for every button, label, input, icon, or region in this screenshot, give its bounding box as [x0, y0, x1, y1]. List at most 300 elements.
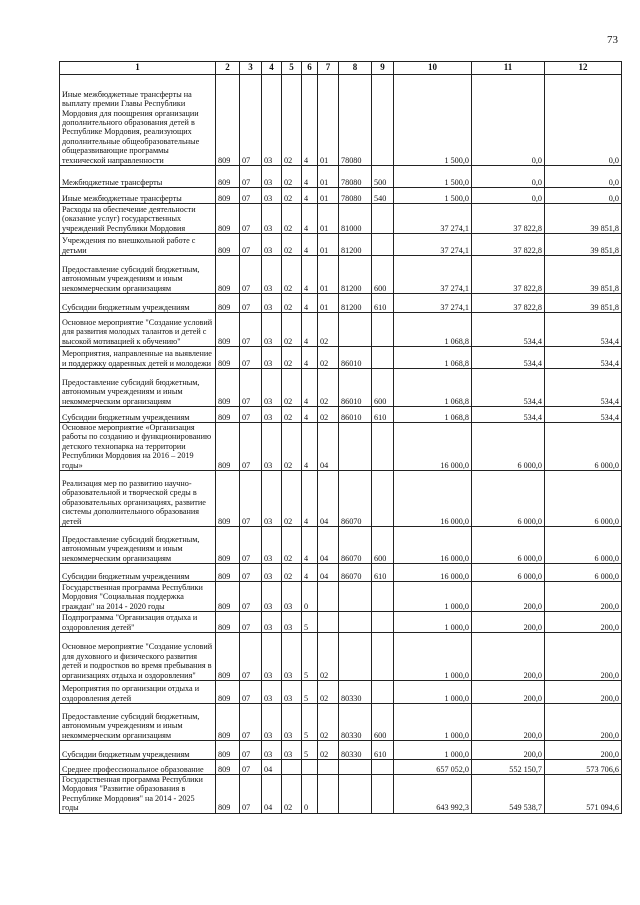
- code-cell-5: 02: [282, 775, 302, 814]
- amount-cell-12: 571 094,6: [545, 775, 622, 814]
- amount-cell-11: 0,0: [472, 75, 545, 166]
- code-cell-5: 02: [282, 407, 302, 423]
- code-cell-6: 4: [302, 407, 318, 423]
- code-cell-5: 02: [282, 313, 302, 347]
- amount-cell-12: 6 000,0: [545, 564, 622, 582]
- amount-cell-11: 552 150,7: [472, 760, 545, 775]
- code-cell-9: 610: [372, 741, 394, 760]
- table-row: [60, 188, 622, 204]
- amount-cell-12: 200,0: [545, 633, 622, 681]
- row-name-cell: Предоставление субсидий бюджетным, автономным учреждениям и иным некоммерческим организациям: [60, 369, 216, 407]
- code-cell-8: 86070: [339, 564, 372, 582]
- code-cell-7: 02: [318, 741, 339, 760]
- code-cell-8: 86010: [339, 347, 372, 369]
- amount-cell-10: 1 068,8: [394, 369, 472, 407]
- code-cell-8: [339, 760, 372, 775]
- code-cell-7: 01: [318, 166, 339, 188]
- code-cell-2: 809: [216, 564, 240, 582]
- table-row: [60, 204, 622, 234]
- amount-cell-10: 1 000,0: [394, 633, 472, 681]
- amount-cell-11: 0,0: [472, 188, 545, 204]
- row-name-cell: Субсидии бюджетным учреждениям: [60, 564, 216, 582]
- amount-cell-12: 6 000,0: [545, 471, 622, 527]
- code-cell-4: 03: [262, 347, 282, 369]
- row-name-cell: Субсидии бюджетным учреждениям: [60, 294, 216, 313]
- code-cell-2: 809: [216, 775, 240, 814]
- column-header-9: 9: [372, 62, 394, 75]
- code-cell-7: [318, 582, 339, 612]
- code-cell-6: 5: [302, 681, 318, 704]
- code-cell-5: 02: [282, 369, 302, 407]
- code-cell-6: 5: [302, 612, 318, 633]
- code-cell-5: 02: [282, 423, 302, 471]
- code-cell-3: 07: [240, 166, 262, 188]
- code-cell-6: 4: [302, 564, 318, 582]
- amount-cell-11: 37 822,8: [472, 294, 545, 313]
- code-cell-2: 809: [216, 471, 240, 527]
- row-name-cell: Субсидии бюджетным учреждениям: [60, 741, 216, 760]
- table-row: [60, 234, 622, 256]
- code-cell-3: 07: [240, 204, 262, 234]
- row-name-cell: Основное мероприятие "Создание условий для развития молодых талантов и детей с высокой мотивацией к обучению": [60, 313, 216, 347]
- code-cell-9: [372, 760, 394, 775]
- amount-cell-11: 0,0: [472, 166, 545, 188]
- amount-cell-12: 0,0: [545, 188, 622, 204]
- code-cell-7: 02: [318, 633, 339, 681]
- budget-table: [59, 61, 622, 814]
- code-cell-7: 02: [318, 704, 339, 741]
- table-row: [60, 313, 622, 347]
- amount-cell-11: 200,0: [472, 741, 545, 760]
- code-cell-3: 07: [240, 188, 262, 204]
- amount-cell-10: 37 274,1: [394, 234, 472, 256]
- code-cell-2: 809: [216, 423, 240, 471]
- code-cell-6: 4: [302, 294, 318, 313]
- code-cell-3: 07: [240, 75, 262, 166]
- amount-cell-12: 534,4: [545, 407, 622, 423]
- column-header-10: 10: [394, 62, 472, 75]
- code-cell-6: 4: [302, 256, 318, 294]
- amount-cell-12: 39 851,8: [545, 204, 622, 234]
- code-cell-6: 4: [302, 313, 318, 347]
- code-cell-8: 80330: [339, 681, 372, 704]
- code-cell-3: 07: [240, 256, 262, 294]
- amount-cell-11: 37 822,8: [472, 204, 545, 234]
- table-row: [60, 612, 622, 633]
- code-cell-4: 03: [262, 564, 282, 582]
- code-cell-3: 07: [240, 741, 262, 760]
- code-cell-2: 809: [216, 407, 240, 423]
- amount-cell-10: 1 500,0: [394, 166, 472, 188]
- row-name-cell: Мероприятия по организации отдыха и оздоровления детей: [60, 681, 216, 704]
- amount-cell-11: 200,0: [472, 582, 545, 612]
- table-body: [60, 75, 622, 814]
- code-cell-9: [372, 423, 394, 471]
- code-cell-9: [372, 681, 394, 704]
- amount-cell-11: 200,0: [472, 633, 545, 681]
- code-cell-4: 03: [262, 471, 282, 527]
- amount-cell-12: 200,0: [545, 704, 622, 741]
- code-cell-5: 02: [282, 294, 302, 313]
- table-row: [60, 256, 622, 294]
- code-cell-5: [282, 760, 302, 775]
- code-cell-9: [372, 612, 394, 633]
- code-cell-7: 04: [318, 527, 339, 564]
- column-header-2: 2: [216, 62, 240, 75]
- table-row: [60, 369, 622, 407]
- code-cell-8: 81000: [339, 204, 372, 234]
- code-cell-3: 07: [240, 612, 262, 633]
- code-cell-4: 04: [262, 775, 282, 814]
- code-cell-4: 04: [262, 760, 282, 775]
- code-cell-7: 04: [318, 423, 339, 471]
- amount-cell-10: 37 274,1: [394, 256, 472, 294]
- row-name-cell: Государственная программа Республики Мордовия "Социальная поддержка граждан" на 2014 - 2020 годы: [60, 582, 216, 612]
- code-cell-8: 80330: [339, 741, 372, 760]
- amount-cell-10: 1 500,0: [394, 188, 472, 204]
- table-header-row: [60, 62, 622, 75]
- code-cell-8: 80330: [339, 704, 372, 741]
- code-cell-5: 02: [282, 166, 302, 188]
- table-row: [60, 166, 622, 188]
- amount-cell-12: 200,0: [545, 681, 622, 704]
- code-cell-8: [339, 775, 372, 814]
- code-cell-6: 4: [302, 369, 318, 407]
- code-cell-2: 809: [216, 204, 240, 234]
- amount-cell-12: 0,0: [545, 166, 622, 188]
- code-cell-5: 02: [282, 204, 302, 234]
- code-cell-4: 03: [262, 704, 282, 741]
- amount-cell-12: 534,4: [545, 347, 622, 369]
- code-cell-7: 01: [318, 294, 339, 313]
- code-cell-6: 4: [302, 204, 318, 234]
- code-cell-7: 01: [318, 204, 339, 234]
- amount-cell-10: 16 000,0: [394, 527, 472, 564]
- code-cell-2: 809: [216, 166, 240, 188]
- code-cell-7: 01: [318, 256, 339, 294]
- code-cell-9: 610: [372, 407, 394, 423]
- code-cell-4: 03: [262, 313, 282, 347]
- amount-cell-11: 534,4: [472, 313, 545, 347]
- code-cell-2: 809: [216, 633, 240, 681]
- table-row: [60, 775, 622, 814]
- code-cell-2: 809: [216, 75, 240, 166]
- amount-cell-10: 1 000,0: [394, 582, 472, 612]
- code-cell-3: 07: [240, 471, 262, 527]
- code-cell-4: 03: [262, 166, 282, 188]
- code-cell-9: [372, 204, 394, 234]
- amount-cell-10: 1 000,0: [394, 704, 472, 741]
- code-cell-8: 81200: [339, 294, 372, 313]
- code-cell-5: 03: [282, 612, 302, 633]
- code-cell-5: 03: [282, 633, 302, 681]
- code-cell-4: 03: [262, 188, 282, 204]
- code-cell-7: 04: [318, 564, 339, 582]
- code-cell-2: 809: [216, 369, 240, 407]
- code-cell-9: 610: [372, 294, 394, 313]
- code-cell-8: 81200: [339, 256, 372, 294]
- code-cell-3: 07: [240, 633, 262, 681]
- code-cell-5: 02: [282, 347, 302, 369]
- amount-cell-12: 39 851,8: [545, 294, 622, 313]
- code-cell-8: 78080: [339, 166, 372, 188]
- code-cell-7: [318, 760, 339, 775]
- code-cell-5: 02: [282, 188, 302, 204]
- code-cell-4: 03: [262, 75, 282, 166]
- code-cell-5: 02: [282, 527, 302, 564]
- amount-cell-12: 573 706,6: [545, 760, 622, 775]
- code-cell-8: [339, 423, 372, 471]
- code-cell-5: 02: [282, 234, 302, 256]
- code-cell-7: 02: [318, 369, 339, 407]
- amount-cell-12: 200,0: [545, 612, 622, 633]
- amount-cell-11: 200,0: [472, 704, 545, 741]
- table-row: [60, 681, 622, 704]
- code-cell-7: 01: [318, 188, 339, 204]
- page-number: 73: [607, 34, 618, 46]
- amount-cell-10: 16 000,0: [394, 471, 472, 527]
- column-header-8: 8: [339, 62, 372, 75]
- code-cell-8: 86010: [339, 407, 372, 423]
- row-name-cell: Предоставление субсидий бюджетным, автономным учреждениям и иным некоммерческим организациям: [60, 704, 216, 741]
- amount-cell-10: 1 068,8: [394, 313, 472, 347]
- code-cell-6: 4: [302, 234, 318, 256]
- code-cell-3: 07: [240, 760, 262, 775]
- code-cell-4: 03: [262, 612, 282, 633]
- amount-cell-11: 6 000,0: [472, 471, 545, 527]
- amount-cell-12: 534,4: [545, 313, 622, 347]
- table-row: [60, 407, 622, 423]
- amount-cell-12: 200,0: [545, 582, 622, 612]
- code-cell-4: 03: [262, 204, 282, 234]
- row-name-cell: Государственная программа Республики Мордовия "Развитие образования в Республике Мордовия" на 2014 - 2025 годы: [60, 775, 216, 814]
- row-name-cell: Субсидии бюджетным учреждениям: [60, 407, 216, 423]
- table-row: [60, 704, 622, 741]
- amount-cell-10: 37 274,1: [394, 294, 472, 313]
- code-cell-3: 07: [240, 313, 262, 347]
- code-cell-5: 02: [282, 564, 302, 582]
- table-row: [60, 347, 622, 369]
- column-header-6: 6: [302, 62, 318, 75]
- code-cell-3: 07: [240, 582, 262, 612]
- code-cell-9: [372, 775, 394, 814]
- code-cell-3: 07: [240, 369, 262, 407]
- amount-cell-11: 200,0: [472, 612, 545, 633]
- code-cell-4: 03: [262, 527, 282, 564]
- amount-cell-11: 534,4: [472, 407, 545, 423]
- code-cell-7: 02: [318, 313, 339, 347]
- code-cell-7: 01: [318, 75, 339, 166]
- code-cell-9: [372, 633, 394, 681]
- row-name-cell: Межбюджетные трансферты: [60, 166, 216, 188]
- table-row: [60, 294, 622, 313]
- code-cell-3: 07: [240, 234, 262, 256]
- row-name-cell: Среднее профессиональное образование: [60, 760, 216, 775]
- row-name-cell: Учреждения по внешкольной работе с детьми: [60, 234, 216, 256]
- table-row: [60, 564, 622, 582]
- amount-cell-10: 657 052,0: [394, 760, 472, 775]
- table-row: [60, 582, 622, 612]
- amount-cell-11: 6 000,0: [472, 564, 545, 582]
- code-cell-9: [372, 347, 394, 369]
- code-cell-2: 809: [216, 294, 240, 313]
- code-cell-9: 500: [372, 166, 394, 188]
- code-cell-4: 03: [262, 234, 282, 256]
- column-header-12: 12: [545, 62, 622, 75]
- amount-cell-11: 37 822,8: [472, 256, 545, 294]
- code-cell-2: 809: [216, 760, 240, 775]
- amount-cell-12: 39 851,8: [545, 256, 622, 294]
- code-cell-7: 02: [318, 407, 339, 423]
- row-name-cell: Предоставление субсидий бюджетным, автономным учреждениям и иным некоммерческим организациям: [60, 256, 216, 294]
- code-cell-2: 809: [216, 347, 240, 369]
- code-cell-6: 0: [302, 582, 318, 612]
- code-cell-6: 5: [302, 741, 318, 760]
- amount-cell-10: 16 000,0: [394, 423, 472, 471]
- code-cell-6: 4: [302, 166, 318, 188]
- code-cell-3: 07: [240, 564, 262, 582]
- code-cell-6: 5: [302, 633, 318, 681]
- code-cell-2: 809: [216, 704, 240, 741]
- code-cell-2: 809: [216, 256, 240, 294]
- code-cell-4: 03: [262, 369, 282, 407]
- amount-cell-11: 200,0: [472, 681, 545, 704]
- amount-cell-10: 643 992,3: [394, 775, 472, 814]
- row-name-cell: Иные межбюджетные трансферты на выплату премии Главы Республики Мордовия для поощрения организации дополнительного образования детей в Республике Мордовия, реализующих дополнительные общеобразовательные общеразвивающие программы технической направленности: [60, 75, 216, 166]
- row-name-cell: Мероприятия, направленные на выявление и поддержку одаренных детей и молодежи: [60, 347, 216, 369]
- code-cell-9: [372, 313, 394, 347]
- code-cell-8: 86070: [339, 527, 372, 564]
- table-row: [60, 527, 622, 564]
- code-cell-8: [339, 582, 372, 612]
- amount-cell-11: 549 538,7: [472, 775, 545, 814]
- amount-cell-11: 534,4: [472, 347, 545, 369]
- code-cell-9: 600: [372, 369, 394, 407]
- code-cell-4: 03: [262, 741, 282, 760]
- code-cell-8: 86070: [339, 471, 372, 527]
- code-cell-2: 809: [216, 681, 240, 704]
- amount-cell-10: 1 000,0: [394, 681, 472, 704]
- code-cell-3: 07: [240, 527, 262, 564]
- code-cell-9: [372, 234, 394, 256]
- amount-cell-12: 534,4: [545, 369, 622, 407]
- code-cell-7: [318, 612, 339, 633]
- code-cell-9: 600: [372, 704, 394, 741]
- table-row: [60, 633, 622, 681]
- code-cell-9: 600: [372, 527, 394, 564]
- column-header-5: 5: [282, 62, 302, 75]
- code-cell-9: [372, 582, 394, 612]
- amount-cell-12: 200,0: [545, 741, 622, 760]
- code-cell-4: 03: [262, 423, 282, 471]
- code-cell-2: 809: [216, 582, 240, 612]
- amount-cell-12: 0,0: [545, 75, 622, 166]
- code-cell-6: 4: [302, 188, 318, 204]
- code-cell-4: 03: [262, 633, 282, 681]
- code-cell-8: 78080: [339, 188, 372, 204]
- column-header-1: 1: [60, 62, 216, 75]
- code-cell-8: 78080: [339, 75, 372, 166]
- code-cell-8: [339, 313, 372, 347]
- code-cell-8: 81200: [339, 234, 372, 256]
- column-header-7: 7: [318, 62, 339, 75]
- amount-cell-10: 37 274,1: [394, 204, 472, 234]
- code-cell-6: 4: [302, 75, 318, 166]
- row-name-cell: Основное мероприятие «Организация работы по созданию и функционированию детского технопарка на территории Республики Мордовия на 2016 – 2019 годы»: [60, 423, 216, 471]
- code-cell-2: 809: [216, 741, 240, 760]
- code-cell-5: 03: [282, 704, 302, 741]
- table-row: [60, 75, 622, 166]
- code-cell-2: 809: [216, 612, 240, 633]
- code-cell-9: 600: [372, 256, 394, 294]
- code-cell-3: 07: [240, 775, 262, 814]
- code-cell-7: 04: [318, 471, 339, 527]
- row-name-cell: Предоставление субсидий бюджетным, автономным учреждениям и иным некоммерческим организациям: [60, 527, 216, 564]
- code-cell-6: [302, 760, 318, 775]
- code-cell-7: [318, 775, 339, 814]
- code-cell-9: [372, 471, 394, 527]
- code-cell-7: 02: [318, 681, 339, 704]
- code-cell-3: 07: [240, 704, 262, 741]
- code-cell-3: 07: [240, 681, 262, 704]
- amount-cell-10: 1 000,0: [394, 741, 472, 760]
- code-cell-5: 03: [282, 741, 302, 760]
- amount-cell-12: 6 000,0: [545, 423, 622, 471]
- code-cell-2: 809: [216, 313, 240, 347]
- code-cell-9: 610: [372, 564, 394, 582]
- row-name-cell: Расходы на обеспечение деятельности (оказание услуг) государственных учреждений Республики Мордовия: [60, 204, 216, 234]
- row-name-cell: Иные межбюджетные трансферты: [60, 188, 216, 204]
- table-row: [60, 741, 622, 760]
- code-cell-6: 4: [302, 423, 318, 471]
- table-row: [60, 760, 622, 775]
- amount-cell-11: 534,4: [472, 369, 545, 407]
- code-cell-8: [339, 612, 372, 633]
- amount-cell-11: 6 000,0: [472, 423, 545, 471]
- code-cell-4: 03: [262, 582, 282, 612]
- code-cell-2: 809: [216, 188, 240, 204]
- code-cell-5: 02: [282, 256, 302, 294]
- code-cell-5: 02: [282, 471, 302, 527]
- code-cell-2: 809: [216, 234, 240, 256]
- code-cell-9: [372, 75, 394, 166]
- code-cell-6: 5: [302, 704, 318, 741]
- code-cell-3: 07: [240, 423, 262, 471]
- code-cell-5: 03: [282, 681, 302, 704]
- amount-cell-11: 6 000,0: [472, 527, 545, 564]
- code-cell-8: 86010: [339, 369, 372, 407]
- amount-cell-12: 6 000,0: [545, 527, 622, 564]
- code-cell-2: 809: [216, 527, 240, 564]
- column-header-4: 4: [262, 62, 282, 75]
- code-cell-8: [339, 633, 372, 681]
- code-cell-6: 4: [302, 471, 318, 527]
- amount-cell-10: 1 500,0: [394, 75, 472, 166]
- amount-cell-10: 1 068,8: [394, 347, 472, 369]
- code-cell-5: 02: [282, 75, 302, 166]
- code-cell-3: 07: [240, 294, 262, 313]
- code-cell-9: 540: [372, 188, 394, 204]
- code-cell-6: 4: [302, 347, 318, 369]
- column-header-3: 3: [240, 62, 262, 75]
- row-name-cell: Реализация мер по развитию научно-образовательной и творческой среды в образовательных организациях, развитие системы дополнительного образования детей: [60, 471, 216, 527]
- code-cell-3: 07: [240, 407, 262, 423]
- code-cell-5: 03: [282, 582, 302, 612]
- code-cell-7: 02: [318, 347, 339, 369]
- amount-cell-10: 1 000,0: [394, 612, 472, 633]
- column-header-11: 11: [472, 62, 545, 75]
- code-cell-4: 03: [262, 407, 282, 423]
